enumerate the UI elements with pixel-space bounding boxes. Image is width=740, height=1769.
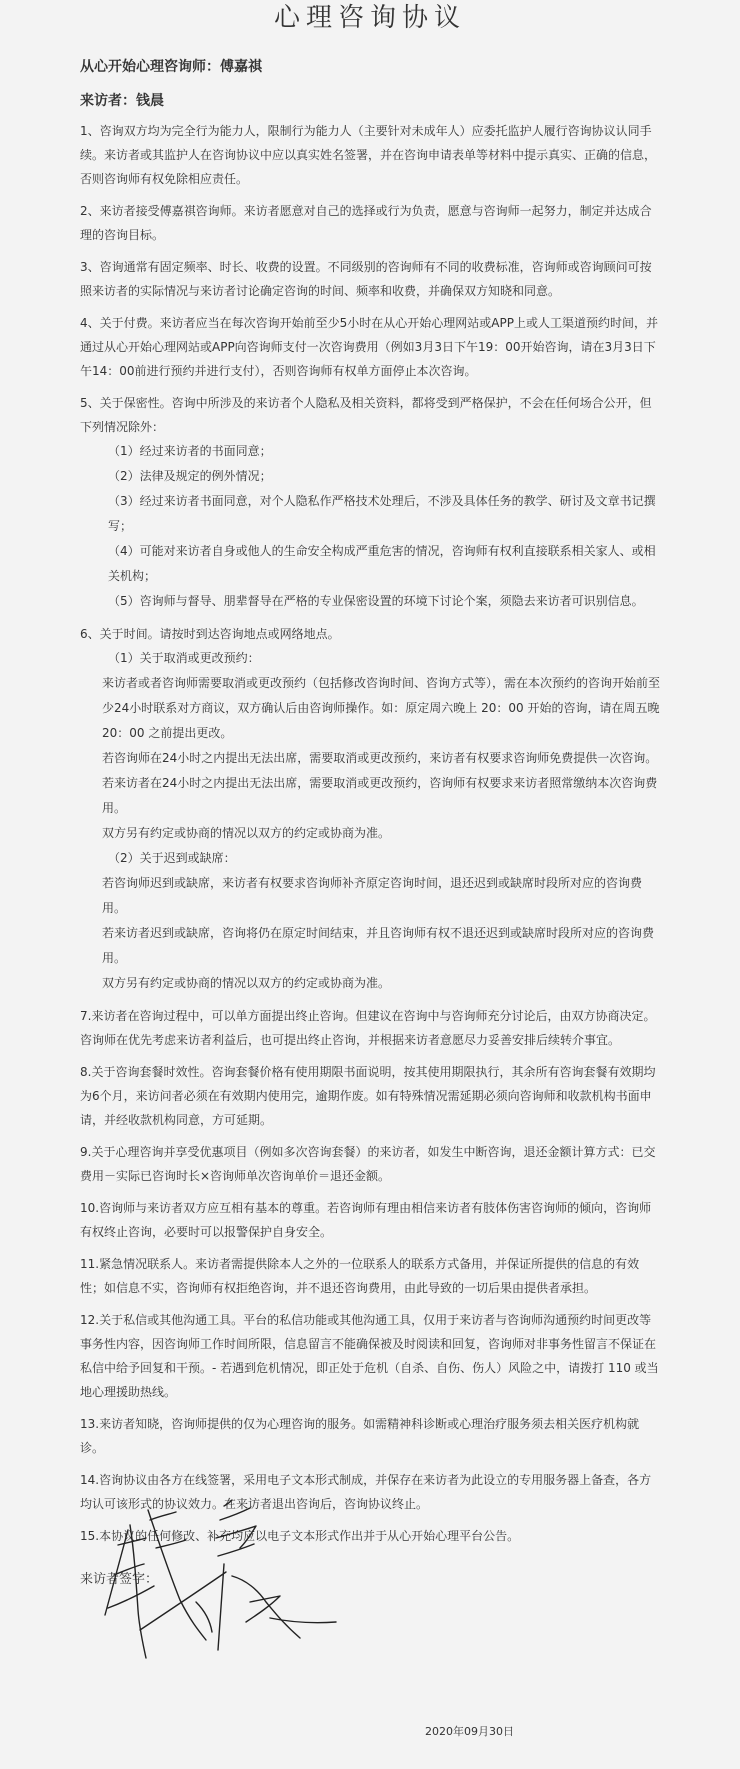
clause-3	[80, 255, 660, 303]
clause-6	[80, 622, 660, 996]
handwritten-signature	[100, 1490, 340, 1665]
clause-10	[80, 1196, 660, 1244]
clause-sub-item: （1）关于取消或更改预约：	[108, 651, 260, 665]
clause-sub-item: （4）可能对来访者自身或他人的生命安全构成严重危害的情况，咨询师有权利直接联系相关家人、或相关机构；	[108, 544, 656, 583]
clause-text: 7.来访者在咨询过程中，可以单方面提出终止咨询。但建议在咨询中与咨询师充分讨论后，由双方协商决定。咨询师在优先考虑来访者利益后，也可提出终止咨询，并根据来访者意愿尽力妥善安排后续转介事宜。	[80, 1009, 656, 1047]
clause-sub-item: （5）咨询师与督导、朋辈督导在严格的专业保密设置的环境下讨论个案，须隐去来访者可识别信息。	[108, 594, 644, 608]
clause-12	[80, 1308, 660, 1404]
clause-sub-item: （2）法律及规定的例外情况；	[108, 469, 272, 483]
clause-text: 11.紧急情况联系人。来访者需提供除本人之外的一位联系人的联系方式备用，并保证所提供的信息的有效性；如信息不实，咨询师有权拒绝咨询，并不退还咨询费用，由此导致的一切后果由提供者承担。	[80, 1257, 640, 1295]
clause-text: 2、来访者接受傅嘉祺咨询师。来访者愿意对自己的选择或行为负责，愿意与咨询师一起努力，制定并达成合理的咨询目标。	[80, 204, 652, 242]
clause-13	[80, 1412, 660, 1460]
clause-9	[80, 1140, 660, 1188]
clause-5	[80, 391, 660, 614]
clause-sub-item: 双方另有约定或协商的情况以双方的约定或协商为准。	[102, 826, 391, 840]
clause-7	[80, 1004, 660, 1052]
clause-sub-item: （1）经过来访者的书面同意；	[108, 444, 272, 458]
clause-text: 13.来访者知晓，咨询师提供的仅为心理咨询的服务。如需精神科诊断或心理治疗服务须去相关医疗机构就诊。	[80, 1417, 640, 1455]
clause-1	[80, 119, 660, 191]
clause-sub-item: 若咨询师迟到或缺席，来访者有权要求咨询师补齐原定咨询时间，退还迟到或缺席时段所对应的咨询费用。	[102, 876, 643, 915]
clause-text: 5、关于保密性。咨询中所涉及的来访者个人隐私及相关资料，都将受到严格保护，不会在任何场合公开，但下列情况除外：	[80, 396, 652, 434]
clause-sub-item: 双方另有约定或协商的情况以双方的约定或协商为准。	[102, 976, 391, 990]
signature-label: 来访者签字：	[80, 1572, 159, 1587]
clause-sub-item: （2）关于迟到或缺席：	[108, 851, 236, 865]
counselor-line: 从心开始心理咨询师：傅嘉祺	[80, 59, 262, 75]
clause-sub-item: 来访者或者咨询师需要取消或更改预约（包括修改咨询时间、咨询方式等），需在本次预约的咨询开始前至少24小时联系对方商议，双方确认后由咨询师操作。如：原定周六晚上 20：00 开始的咨询，请在周五晚 20：00 之前提出更改。	[102, 676, 661, 740]
clause-text: 15.本协议的任何修改、补充均应以电子文本形式作出并于从心开始心理平台公告。	[80, 1529, 520, 1543]
clause-4	[80, 311, 660, 383]
clause-text: 10.咨询师与来访者双方应互相有基本的尊重。若咨询师有理由相信来访者有肢体伤害咨询师的倾向，咨询师有权终止咨询，必要时可以报警保护自身安全。	[80, 1201, 652, 1239]
clause-sub-item: 若来访者在24小时之内提出无法出席，需要取消或更改预约，咨询师有权要求来访者照常缴纳本次咨询费用。	[102, 776, 658, 815]
clause-text: 9.关于心理咨询并享受优惠项目（例如多次咨询套餐）的来访者，如发生中断咨询，退还金额计算方式：已交费用－实际已咨询时长×咨询师单次咨询单价＝退还金额。	[80, 1145, 656, 1183]
clause-text: 8.关于咨询套餐时效性。咨询套餐价格有使用期限书面说明，按其使用期限执行，其余所有咨询套餐有效期均为6个月，来访问者必须在有效期内使用完，逾期作废。如有特殊情况需延期必须向咨询师和收款机构书面申请，并经收款机构同意，方可延期。	[80, 1065, 656, 1127]
clause-sub-item: （3）经过来访者书面同意，对个人隐私作严格技术处理后，不涉及具体任务的教学、研讨及文章书记撰写；	[108, 494, 656, 533]
clause-text: 3、咨询通常有固定频率、时长、收费的设置。不同级别的咨询师有不同的收费标准，咨询师或咨询顾问可按照来访者的实际情况与来访者讨论确定咨询的时间、频率和收费，并确保双方知晓和同意。	[80, 260, 652, 298]
clause-list	[80, 119, 660, 1548]
clause-text: 4、关于付费。来访者应当在每次咨询开始前至少5小时在从心开始心理网站或APP上或人工渠道预约时间，并通过从心开始心理网站或APP向咨询师支付一次咨询费用（例如3月3日下午19：00开始咨询，请在3月3日下午14：00前进行预约并进行支付），否则咨询师有权单方面停止本次咨询。	[80, 316, 658, 378]
page-title: 心理咨询协议	[273, 3, 466, 33]
clause-sub-item: 若咨询师在24小时之内提出无法出席，需要取消或更改预约，来访者有权要求咨询师免费提供一次咨询。	[102, 751, 658, 765]
clause-8	[80, 1060, 660, 1132]
agreement-body	[0, 57, 740, 1587]
clause-11	[80, 1252, 660, 1300]
clause-text: 12.关于私信或其他沟通工具。平台的私信功能或其他沟通工具，仅用于来访者与咨询师沟通预约时间更改等事务性内容，因咨询师工作时间所限，信息留言不能确保被及时阅读和回复，咨询师对非事务性留言不保证在私信中给予回复和干预。- 若遇到危机情况，即正处于危机（自杀、自伤、伤人）风险之中，请拨打 110 或当地心理援助热线。	[80, 1313, 659, 1399]
clause-text: 6、关于时间。请按时到达咨询地点或网络地点。	[80, 627, 340, 641]
clause-text: 1、咨询双方均为完全行为能力人，限制行为能力人（主要针对未成年人）应委托监护人履行咨询协议认同手续。来访者或其监护人在咨询协议中应以真实姓名签署，并在咨询申请表单等材料中提示真实、正确的信息，否则咨询师有权免除相应责任。	[80, 124, 657, 186]
clause-text: 14.咨询协议由各方在线签署，采用电子文本形式制成，并保存在来访者为此设立的专用服务器上备查，各方均认可该形式的协议效力。在来访者退出咨询后，咨询协议终止。	[80, 1473, 652, 1511]
clause-sub-item: 若来访者迟到或缺席，咨询将仍在原定时间结束，并且咨询师有权不退还迟到或缺席时段所对应的咨询费用。	[102, 926, 655, 965]
signature-date: 2020年09月30日	[425, 1725, 514, 1738]
visitor-line: 来访者：钱晨	[80, 93, 164, 109]
clause-2	[80, 199, 660, 247]
